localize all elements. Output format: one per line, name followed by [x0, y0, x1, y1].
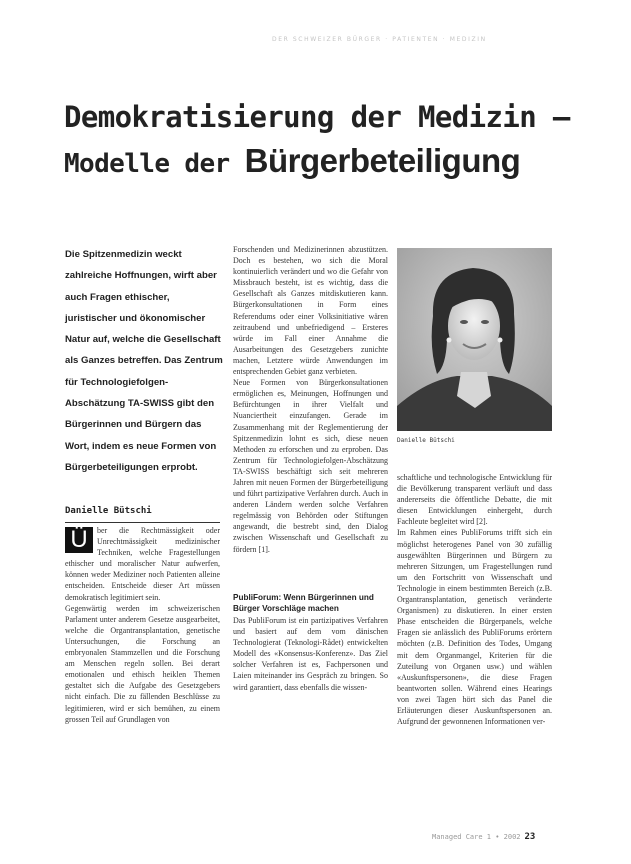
- body-paragraph: schaftliche und technologische Entwicklung für die Bevölkerung transparent verläuft und dass andererseits die öffentliche Debatte, die mit diesen Entwicklungen einhergeht, durch Fachleute begleitet wird [2].: [397, 473, 552, 527]
- body-column-3: [397, 472, 552, 783]
- page-number: 23: [524, 832, 536, 842]
- body-paragraph: Das PubliForum ist ein partizipatives Verfahren und basiert auf dem vom dänischen Technologierat (Teknologi-Rådet) entwickelten Modell des «Konsensus-Konferenz». Das Ziel solcher Verfahren ist es, Fachpersonen und Laien miteinander ins Gespräch zu bringen. So wird garantiert, dass ebenfalls die wissen-: [233, 616, 388, 692]
- title-line-2-part-1: Modelle der: [64, 149, 245, 179]
- title-line-1: Demokratisierung der Medizin –: [64, 100, 570, 134]
- body-paragraph: Neue Formen von Bürgerkonsultationen ermöglichen es, Meinungen, Hoffnungen und Befürchtungen in ihrer Vielfalt und Nuanciertheit einzufangen. Gerade im Zusammenhang mit der Reglementierung der Spitzenmedizin lohnt es sich, diese neuen Methoden zu erforschen und zu erproben. Das Zentrum für Technologiefolgen-Abschätzung TA-SWISS beschäftigt sich seit mehreren Jahren mit neuen Formen der Bürgerbeteiligung und führt partizipative Verfahren durch. Auch in anderen Ländern werden solche Verfahren regelmässig von Behörden oder Stiftungen angewandt, die bestrebt sind, den Dialog zwischen Wissenschaft und Gesellschaft zu fördern [1].: [233, 378, 388, 554]
- body-paragraph: Gegenwärtig werden im schweizerischen Parlament unter anderem Gesetze ausgearbeitet, welche die Organtransplantation, genetische Untersuchungen, die Forschung an embryonalen Stammzellen und die Forschung am Menschen regeln sollen. Bei derart emotionalen und ethisch heiklen Themen gestaltet sich die Aufgabe des Gesetzgebers nicht einfach. Die zu fällenden Beschlüsse zu legitimieren, wird er sich bemühen, zu einem grossen Teil auf Grundlagen von: [65, 603, 220, 724]
- body-paragraph: Im Rahmen eines PubliForums trifft sich ein möglichst heterogenes Panel von 30 zufällig ausgewählten Bürgerinnen und Bürgern zu mehreren Sitzungen, um Fragestellungen rund um den Fortschritt von Wissenschaft und Technologie in einem bestimmten Bereich (z.B. Organtransplantation, genetisch veränderte Organismen) zu diskutieren. In einer ersten Phase entscheiden die Bürgerpanels, welche Fragen sie anlässlich des PubliForums erörtern möchten (z.B. Definition des Todes, Umgang mit dem Organmangel, Kriterien für die Zuteilung von Organen usw.) und wählen «Auskunftspersonen», die diese Fragen beantworten sollen. Während eines Hearings von zwei Tagen hört sich das Panel die Erläuterungen dieser Auskunftspersonen an. Aufgrund der gewonnenen Informationen ver-: [397, 528, 552, 727]
- author-byline: Danielle Bütschi: [65, 506, 152, 516]
- journal-name: Managed Care 1 • 2002: [432, 833, 521, 841]
- body-column-2-section: [233, 593, 388, 783]
- body-column-1: [65, 525, 220, 783]
- lead-paragraph: Die Spitzenmedizin weckt zahlreiche Hoffnungen, wirft aber auch Fragen ethischer, juristischer und ökonomischer Natur auf, welche die Gesellschaft als Ganzes betreffen. Das Zentrum für Technologiefolgen-Abschätzung TA-SWISS gibt den Bürgerinnen und Bürgern das Wort, indem es neue Formen von Bürgerbeteiligungen erprobt.: [65, 249, 223, 473]
- title-line-2-part-2: Bürgerbeteiligung: [244, 142, 521, 179]
- body-paragraph: ber die Rechtmässigkeit oder Unrechtmässigkeit medizinischer Techniken, welche Fragestellungen ethischer und moralischer Natur aufwerfen, können weder Mediziner noch Patienten alleine entscheiden. Entscheide dieser Art müssen demokratisch legitimiert sein.: [65, 526, 220, 602]
- author-divider: [65, 522, 220, 523]
- body-column-2: [233, 244, 388, 587]
- page-footer: [432, 832, 535, 842]
- section-subheading: PubliForum: Wenn Bürgerinnen und Bürger Vorschläge machen: [233, 593, 374, 613]
- author-portrait-photo: [397, 248, 552, 431]
- running-head: DER SCHWEIZER BÜRGER · PATIENTEN · MEDIZIN: [272, 36, 487, 43]
- photo-caption: Danielle Bütschi: [397, 437, 455, 444]
- body-paragraph: Forschenden und Medizinerinnen abzustützen. Doch es bestehen, wo sich die Moral kontinuierlich verändert und wo die Gefahr von Missbrauch besteht, ist es wichtig, dass die Gesellschaft als Ganzes mitdiskutieren kann. Bürgerkonsultationen in Form eines Referendums oder einer Volksinitiative wären zeitraubend und unbefriedigend – Ersteres würde im Fall einer Annahme die Ausarbeitungen des Gesetzgebers zunichte machen, Letztere würde Anwendungen im entsprechenden Gebiet ganz verbieten.: [233, 245, 388, 377]
- article-title: [64, 95, 570, 186]
- drop-cap: Ü: [65, 527, 93, 553]
